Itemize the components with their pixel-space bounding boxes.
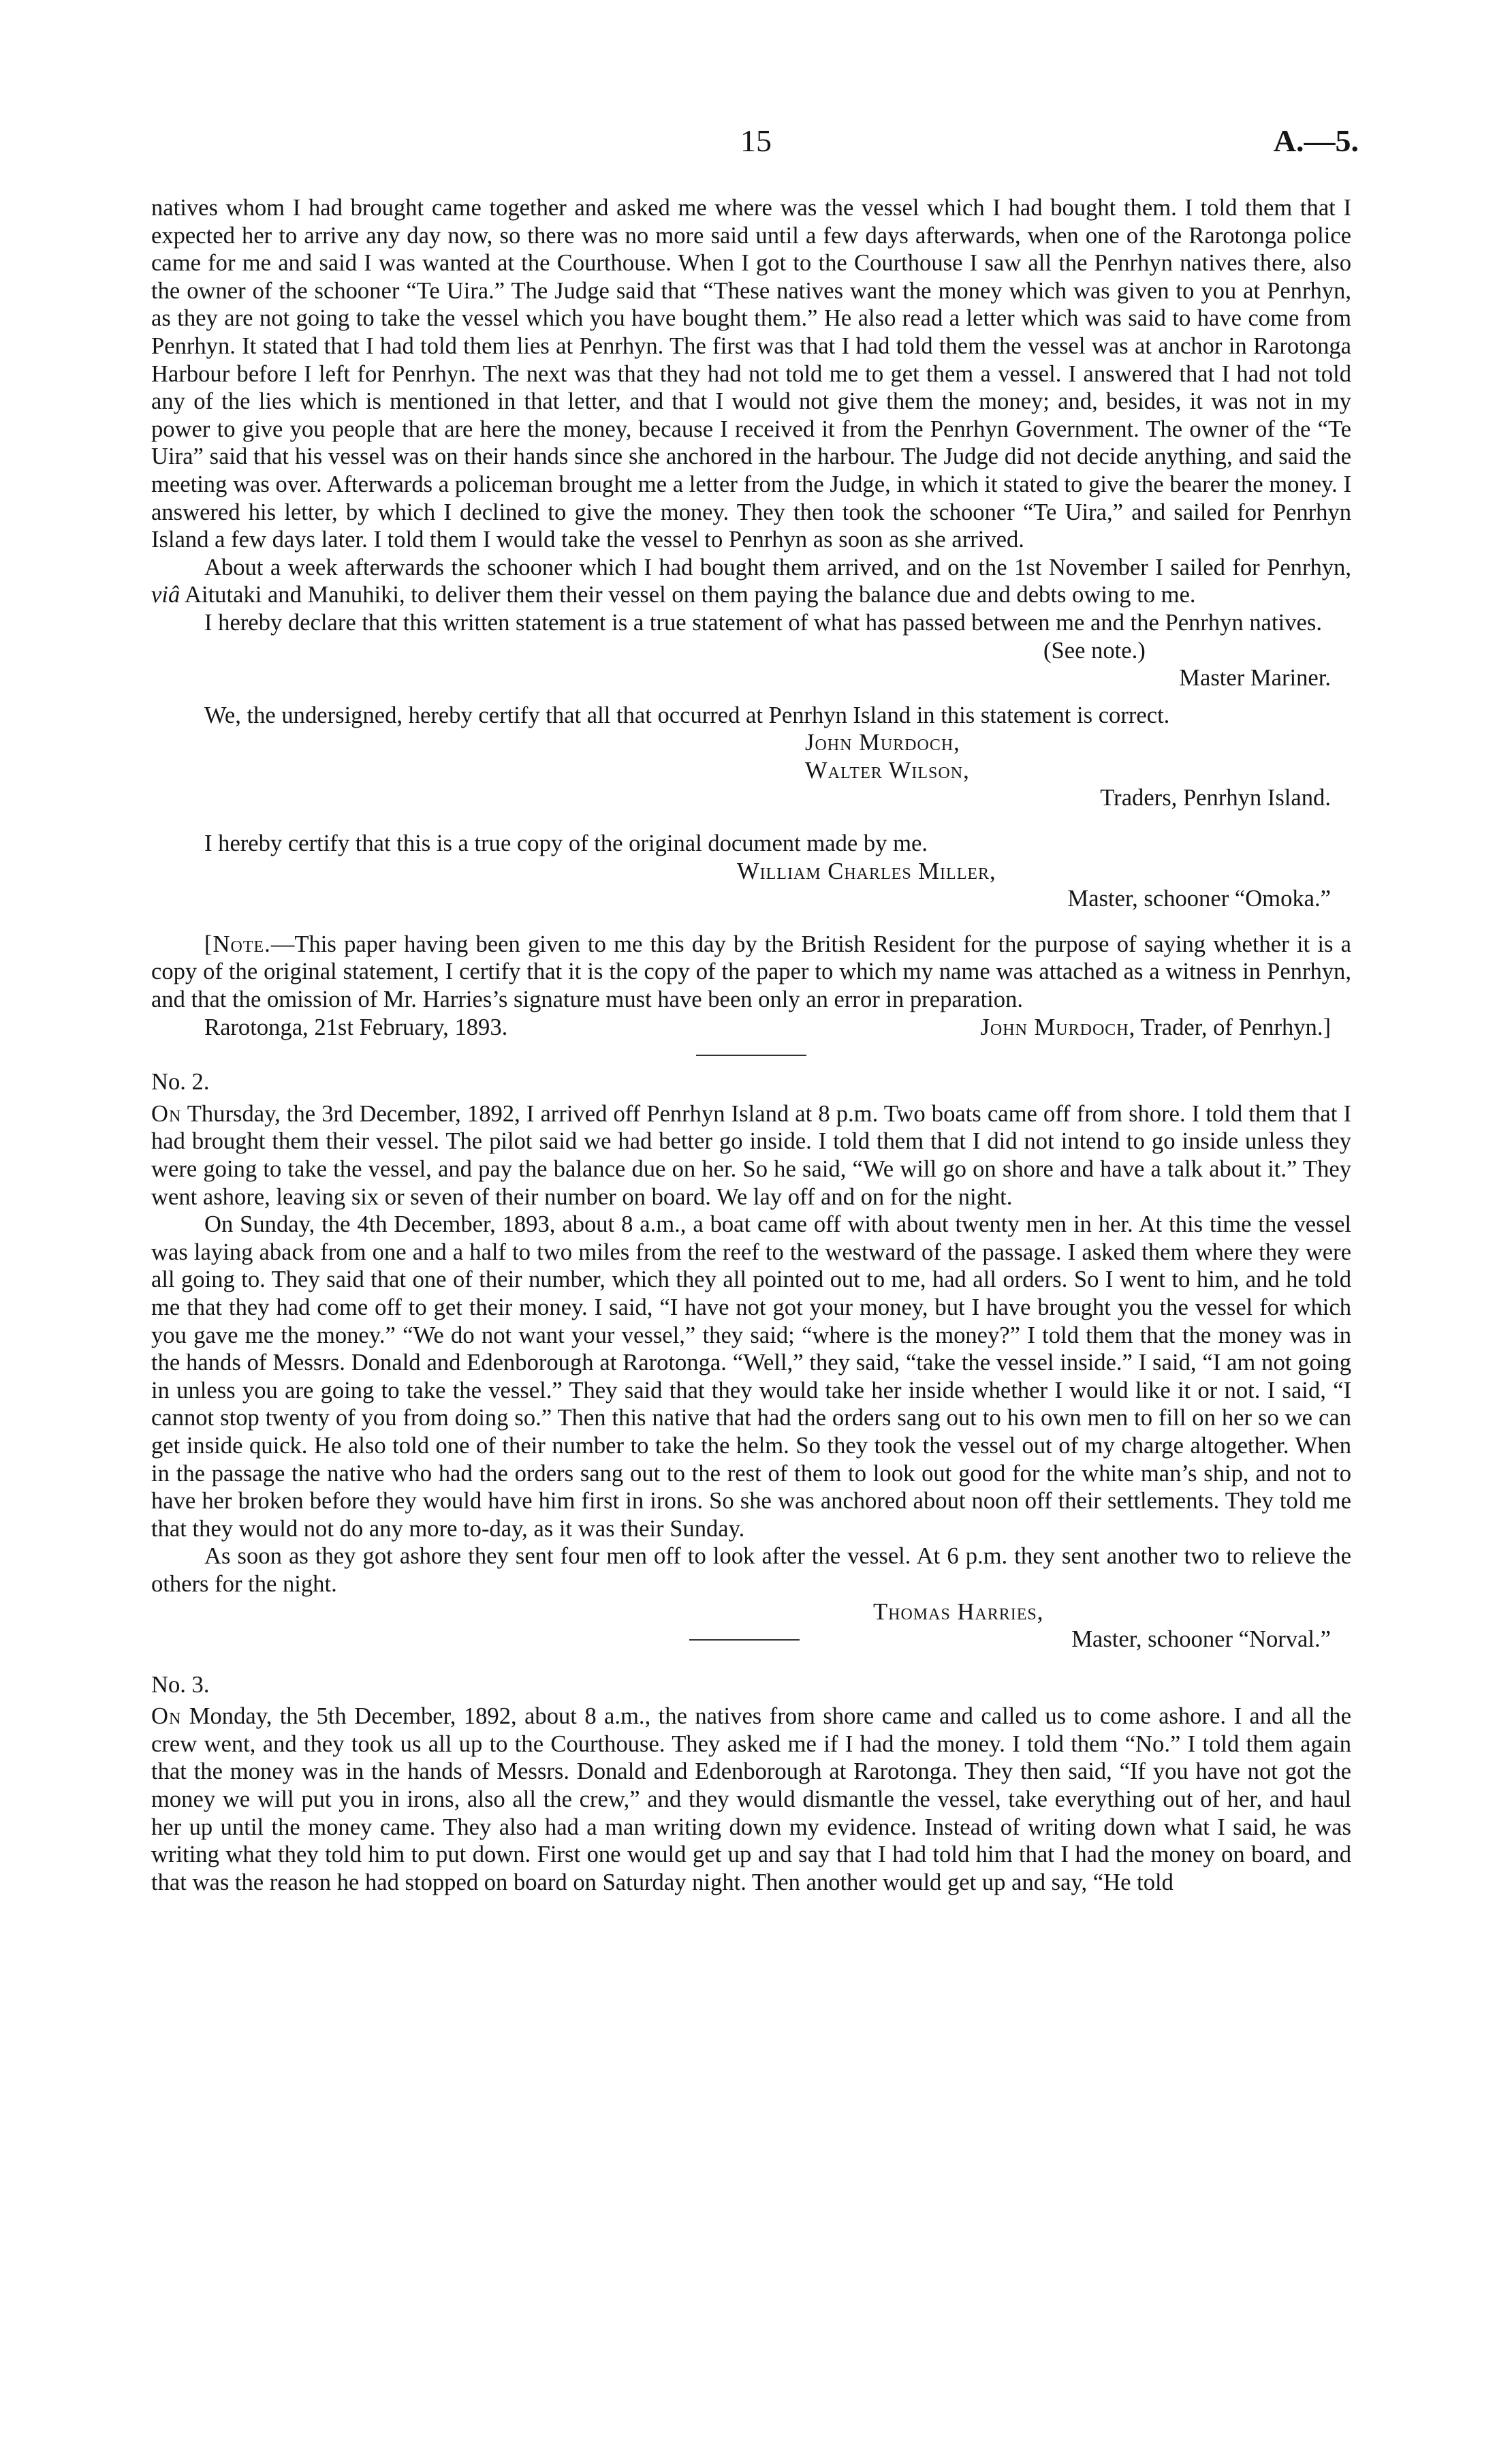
no2-signature-role-row	[151, 1626, 1351, 1653]
signer-name: Walter Wilson,	[805, 757, 970, 783]
document-reference: A.—5.	[1273, 123, 1359, 158]
section-heading-no3: No. 3.	[151, 1671, 210, 1698]
document-body	[151, 194, 1351, 1896]
note-paragraph	[151, 931, 1351, 1014]
copy-signature	[151, 858, 1351, 913]
signer-role: Traders, Penrhyn Island.	[1100, 785, 1331, 811]
statement-text: About a week afterwards the schooner which I had bought them arrived, and on the 1st November I sailed for Penrhyn,	[204, 554, 1351, 580]
declaration-text: I hereby declare that this written statement is a true statement of what has passed between me and the Penrhyn natives.	[204, 609, 1322, 636]
page-header	[0, 123, 1512, 164]
note-signer	[980, 1014, 1351, 1042]
statement-paragraph	[151, 554, 1351, 609]
note-text: —This paper having been given to me this day by the British Resident for the purpose of saying whether it is a copy of the original statement, I certify that it is the copy of the paper to which my name was attached as a witness in Penrhyn, and that the omission of Mr. Harries’s signature must have been only an error in preparation.	[151, 931, 1351, 1013]
page-number: 15	[740, 123, 772, 158]
declaration-signature	[151, 637, 1351, 692]
signer-role: , Trader, of Penrhyn.]	[1129, 1014, 1331, 1040]
no2-paragraph	[151, 1100, 1351, 1211]
signer-role: Master Mariner.	[1179, 665, 1331, 692]
statement-paragraph: natives whom I had brought came together and asked me where was the vessel which I had bought them. I told them that I expected her to arrive any day now, so there was no more said until a few days afterwards, when one of the Rarotonga police came for me and said I was wanted at the Courthouse. When I got to the Courthouse I saw all the Penrhyn natives there, also the owner of the schooner “Te Uira.” The Judge said that “These natives want the money which was given to you at Penrhyn, as they are not going to take the vessel which you have bought them.” He also read a letter which was said to have come from Penrhyn. It stated that I had told them lies at Penrhyn. The first was that I had told them the vessel was at anchor in Rarotonga Harbour before I left for Penrhyn. The next was that they had not told me to get them a vessel. I answered that I had not told any of the lies which is mentioned in that letter, and that I would not give them the money; and, besides, it was not in my power to give you people that are here the money, because I received it from the Penrhyn Government. The owner of the “Te Uira” said that his vessel was on their hands since she anchored in the harbour. The Judge did not decide anything, and said the meeting was over. Afterwards a policeman brought me a letter from the Judge, in which it stated to give the bearer the money. I answered his letter, by which I declined to give the money. They then took the schooner “Te Uira,” and sailed for Penrhyn Island a few days later. I told them I would take the vessel to Penrhyn as soon as she arrived.	[151, 195, 1351, 553]
declaration-paragraph	[151, 609, 1351, 637]
paragraph-text: Monday, the 5th December, 1892, about 8 a.m., the natives from shore came and called us to come ashore. I and all the crew went, and they took us all up to the Courthouse. They asked me if I had the money. I told them “No.” I told them again that the money was in the hands of Messrs. Donald and Edenborough at Rarotonga. They then said, “If you have not got the money we will put you in irons, also all the crew,” and they would dismantle the vessel, take everything out of her, and haul her up until the money came. They also had a man writing down my evidence. Instead of writing down what I said, he was writing what they told him to put down. First one would get up and say that I had told him that I had the money on board, and that was the reason he had stopped on board on Saturday night. Then another would get up and say, “He told	[151, 1703, 1351, 1895]
section-heading-no2: No. 2.	[151, 1069, 210, 1096]
note-place-date: Rarotonga, 21st February, 1893.	[204, 1014, 508, 1040]
section-divider	[689, 1639, 800, 1641]
signer-name: William Charles Miller,	[737, 858, 996, 884]
signer-role: Master, schooner “Norval.”	[1071, 1626, 1331, 1653]
section-divider	[696, 1055, 806, 1056]
note-footer	[151, 1014, 1351, 1042]
signer-name: John Murdoch,	[805, 730, 960, 756]
no2-paragraph: As soon as they got ashore they sent four men off to look after the vessel. At 6 p.m. they sent another two to relieve the others for the night.	[151, 1543, 1351, 1597]
traders-certification: We, the undersigned, hereby certify that all that occurred at Penrhyn Island in this statement is correct.	[204, 702, 1170, 728]
traders-signatures	[151, 729, 1351, 812]
note-label: [Note.	[204, 931, 271, 957]
see-note-reference: (See note.)	[1043, 637, 1146, 664]
statement-italic-word: viâ	[151, 582, 180, 608]
no2-paragraph: On Sunday, the 4th December, 1893, about 8 a.m., a boat came off with about twenty men in her. At this time the vessel was laying aback from one and a half to two miles from the reef to the westward of the passage. I asked them where they were all going to. They said that one of their number, which they all pointed out to me, had all orders. So I went to him, and he told me that they had come off to get their money. I said, “I have not got your money, but I have brought you the vessel for which you gave me the money.” “We do not want your vessel,” they said; “where is the money?” I told them that the money was in the hands of Messrs. Donald and Edenborough at Rarotonga. “Well,” they said, “take the vessel inside.” I said, “I am not going in unless you are going to take the vessel.” They said that they would take her inside whether I would like it or not. I said, “I cannot stop twenty of you from doing so.” Then this native that had the orders sang out to his own men to fill on her so we can get inside quick. He also told one of their number to take the helm. So they took the vessel out of my charge altogether. When in the passage the native who had the orders sang out to the rest of them to look out good for the white man’s ship, and not to have her broken before they would have him first in irons. So she was anchored about noon off their settlements. They told me that they would not do any more to-day, as it was their Sunday.	[151, 1211, 1351, 1542]
no3-paragraph	[151, 1703, 1351, 1896]
signer-name: Thomas Harries,	[873, 1598, 1044, 1625]
signer-role: Master, schooner “Omoka.”	[1067, 886, 1331, 912]
paragraph-text: Thursday, the 3rd December, 1892, I arrived off Penrhyn Island at 8 p.m. Two boats came off from shore. I told them that I had brought them their vessel. The pilot said we had better go inside. I told them that I did not intend to go inside unless they were going to take the vessel, and pay the balance due on her. So he said, “We will go on shore and have a talk about it.” They went ashore, leaving six or seven of their number on board. We lay off and on for the night.	[151, 1100, 1351, 1210]
drop-word: On	[151, 1100, 182, 1127]
statement-text: Aitutaki and Manuhiki, to deliver them their vessel on them paying the balance due and debts owing to me.	[180, 582, 1196, 608]
drop-word: On	[151, 1703, 182, 1730]
copy-certification: I hereby certify that this is a true copy of the original document made by me.	[204, 830, 928, 857]
no2-signature	[151, 1598, 1351, 1626]
signer-name: John Murdoch	[980, 1014, 1129, 1040]
